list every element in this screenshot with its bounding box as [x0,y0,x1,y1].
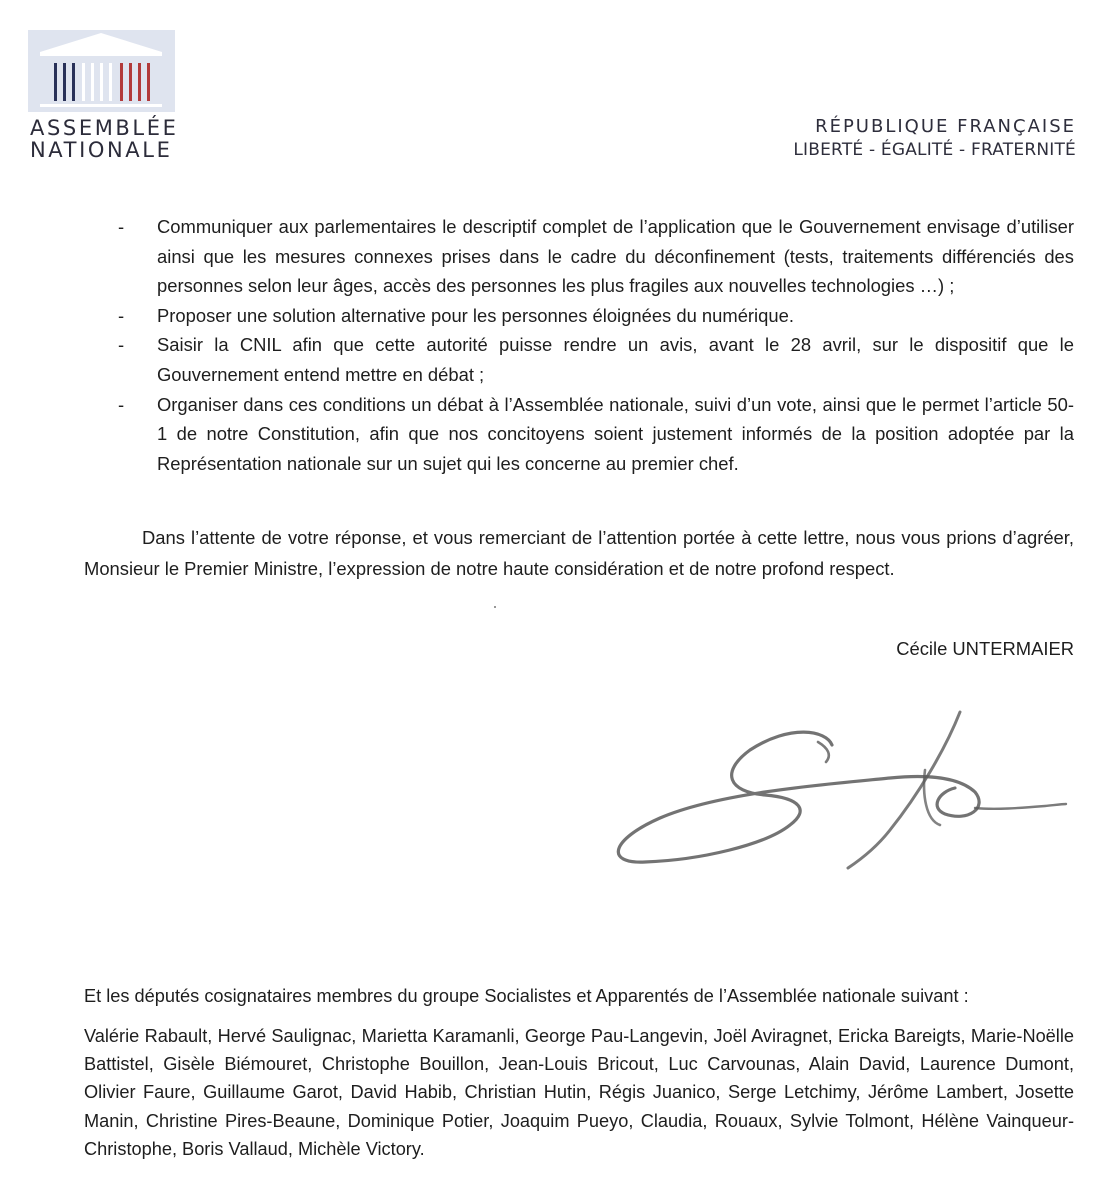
bullet-dash: - [118,216,125,237]
closing-paragraph: Dans l’attente de votre réponse, et vous remerciant de l’attention portée à cette lettre, nous vous prions d’agréer, Monsieur le Premier Ministre, l’expression de notre haute considération et de notre profond respect. [84,527,1074,579]
scan-speck [494,606,496,608]
republic-motto-block [793,116,1076,160]
hemicycle-emblem-icon [28,30,175,112]
logo-text-assemblee: ASSEMBLÉE [30,116,179,140]
requests-list [118,212,1074,478]
list-item-text: Saisir la CNIL afin que cette autorité puisse rendre un avis, avant le 28 avril, sur le dispositif que le Gouvernement entend mettre en débat ; [157,334,1074,385]
list-item-text: Proposer une solution alternative pour les personnes éloignées du numérique. [157,304,794,326]
logo-text-nationale: NATIONALE [30,138,173,162]
bullet-dash: - [118,393,125,415]
cosignatories-intro: Et les députés cosignataires membres du groupe Socialistes et Apparentés de l’Assemblée nationale suivant : [84,986,969,1006]
list-item-text: Organiser dans ces conditions un débat à l’Assemblée nationale, suivi d’un vote, ainsi que le permet l’article 50-1 de notre Constitution, afin que nos concitoyens soient justement informés de la position adoptée par la Représentation nationale sur un sujet qui les concerne au premier chef. [157,393,1074,474]
signer-name: Cécile UNTERMAIER [896,638,1074,659]
republique-francaise: RÉPUBLIQUE FRANÇAISE [815,116,1076,137]
list-item [118,212,1074,301]
list-item [118,390,1074,479]
liberte-egalite-fraternite: LIBERTÉ - ÉGALITÉ - FRATERNITÉ [793,140,1076,160]
list-item [118,330,1074,389]
bullet-dash: - [118,334,125,356]
bullet-dash: - [118,304,125,326]
handwritten-signature [600,700,1070,890]
cosignatories-names: Valérie Rabault, Hervé Saulignac, Marietta Karamanli, George Pau-Langevin, Joël Aviragnet, Ericka Bareigts, Marie-Noëlle Battistel, Gisèle Biémouret, Christophe Bouillon, Jean-Louis Bricout, Luc Carvounas, Alain David, Laurence Dumont, Olivier Faure, Guillaume Garot, David Habib, Christian Hutin, Régis Juanico, Serge Letchimy, Jérôme Lambert, Josette Manin, Christine Pires-Beaune, Dominique Potier, Joaquim Pueyo, Claudia, Rouaux, Sylvie Tolmont, Hélène Vainqueur-Christophe, Boris Vallaud, Michèle Victory. [84,1026,1074,1159]
list-item [118,301,1074,331]
list-item-text: Communiquer aux parlementaires le descriptif complet de l’application que le Gouvernement envisage d’utiliser ainsi que les mesures connexes prises dans le cadre du déconfinement (tests, traitements différenciés des personnes selon leur âges, accès des personnes les plus fragiles aux nouvelles technologies …) ; [157,216,1074,297]
